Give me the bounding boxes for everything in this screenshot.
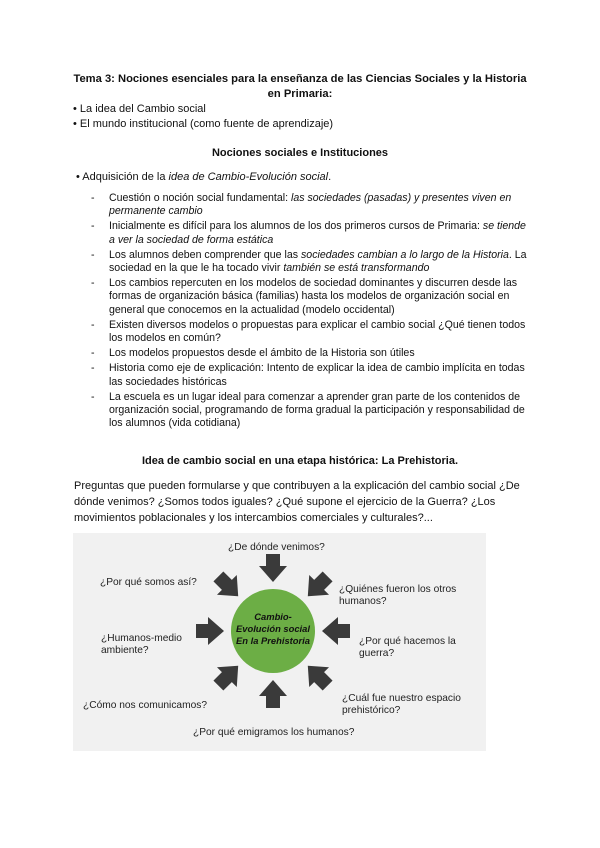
list-item: - Los cambios repercuten en los modelos de sociedad dominantes y discurren desde las formas de organización básica (familias) hasta los modelos de organización social en general que conocemos en la actualidad (modelo occidental) <box>91 277 531 317</box>
intro-bullet-1: • La idea del Cambio social <box>73 103 206 115</box>
arrow-left-icon <box>322 617 350 645</box>
list-item <box>91 220 531 246</box>
arrow-down-left-icon <box>298 566 338 606</box>
list-item: - La escuela es un lugar ideal para comenzar a aprender gran parte de los contenidos de organización social, programando de forma gradual la participación y responsabilidad de los alumnos (vida cotidiana) <box>91 391 531 431</box>
acquisition-bullet-italic: idea de Cambio-Evolución social <box>168 171 329 183</box>
list-item: - Existen diversos modelos o propuestas para explicar el cambio social ¿Qué tienen todos los modelos en común? <box>91 319 531 345</box>
section-heading-prehistoria: Idea de cambio social en una etapa histórica: La Prehistoria. <box>141 455 459 467</box>
question-left-line-2: ambiente? <box>101 645 149 656</box>
question-right <box>359 636 456 660</box>
arrow-down-icon <box>259 554 287 582</box>
acquisition-bullet-suffix: . <box>328 171 332 183</box>
item-1-text: Cuestión o noción social fundamental: <box>109 192 291 204</box>
list-item <box>91 249 531 275</box>
arrow-up-left-icon <box>298 656 338 696</box>
arrow-down-right-icon <box>208 566 248 606</box>
list-item <box>91 192 531 218</box>
list-item: - Los modelos propuestos desde el ámbito de la Historia son útiles <box>91 347 531 360</box>
question-bottom: ¿Por qué emigramos los humanos? <box>193 727 355 738</box>
question-top-right <box>339 584 456 608</box>
question-top-right-line-1: ¿Quiénes fueron los otros <box>339 584 457 595</box>
item-2-text: Inicialmente es difícil para los alumnos de los dos primeros cursos de Primaria: <box>109 220 483 233</box>
center-label-line-3: En la Prehistoria <box>236 635 310 646</box>
center-label <box>226 611 320 647</box>
item-3-text-b: . La sociedad en la que le ha tocado vivir <box>109 248 527 275</box>
section-heading-nociones: Nociones sociales e Instituciones <box>211 147 389 159</box>
item-3-italic-a: sociedades cambian a lo largo de la Historia <box>301 248 509 261</box>
question-top: ¿De dónde venimos? <box>228 542 325 553</box>
question-bottom-right-line-1: ¿Cuál fue nuestro espacio <box>342 693 461 704</box>
question-top-left: ¿Por qué somos así? <box>100 577 197 588</box>
question-left-line-1: ¿Humanos-medio <box>101 633 182 644</box>
questions-paragraph: Preguntas que pueden formularse y que contribuyen a la explicación del cambio social ¿De dónde venimos? ¿Somos todos iguales? ¿Qué supone el ejercicio de la Guerra? ¿Los movimientos poblacionales y los intercambios comerciales y culturales?... <box>74 480 520 524</box>
item-2-italic: se tiende a ver la sociedad de forma estática <box>109 220 526 246</box>
center-label-line-1: Cambio- <box>254 611 292 622</box>
title-line-1: Tema 3: Nociones esenciales para la enseñanza de las Ciencias Sociales y la Historia <box>73 73 527 85</box>
question-right-line-1: ¿Por qué hacemos la <box>359 636 456 647</box>
question-left <box>101 633 182 657</box>
question-top-right-line-2: humanos? <box>339 596 387 607</box>
document-title <box>60 72 540 102</box>
title-line-2: en Primaria: <box>267 88 333 100</box>
arrow-right-icon <box>196 617 224 645</box>
item-3-text-a: Los alumnos deben comprender que las <box>109 248 301 261</box>
center-label-line-2: Evolución social <box>236 623 310 634</box>
arrow-up-icon <box>259 680 287 708</box>
question-bottom-right <box>342 693 461 717</box>
item-1-italic: las sociedades (pasadas) y presentes viven en permanente cambio <box>109 192 512 218</box>
acquisition-bullet <box>76 171 331 183</box>
question-bottom-right-line-2: prehistórico? <box>342 705 401 716</box>
question-bottom-left: ¿Cómo nos comunicamos? <box>83 700 207 711</box>
acquisition-bullet-prefix: • Adquisición de la <box>76 171 169 183</box>
item-3-italic-b: también se está transformando <box>283 262 430 275</box>
intro-bullet-2: • El mundo institucional (como fuente de aprendizaje) <box>73 118 334 130</box>
notions-list <box>91 192 531 432</box>
question-right-line-2: guerra? <box>359 648 395 659</box>
list-item: - Historia como eje de explicación: Intento de explicar la idea de cambio implícita en todas las sociedades históricas <box>91 362 531 388</box>
arrow-up-right-icon <box>208 656 248 696</box>
